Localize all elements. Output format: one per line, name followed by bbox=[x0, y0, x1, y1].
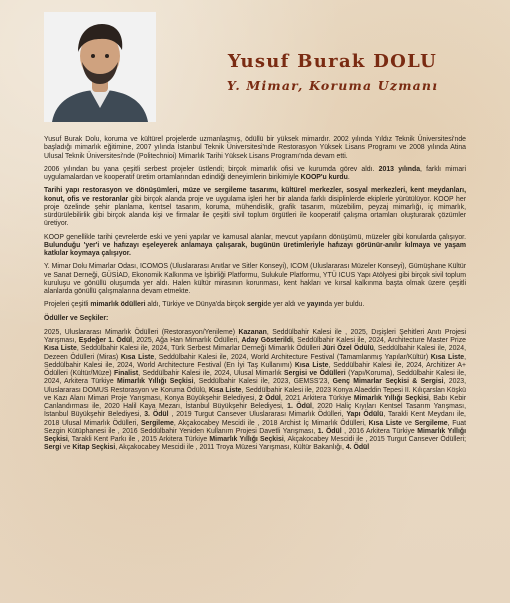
awards-text: 2025, Uluslararası Mimarlık Ödülleri (Restorasyon/Yenileme) Kazanan, Seddülbahir Kalesi ile , 2025, Dışişleri Şehitleri Anıtı Projesi Yarışması, Eşdeğer 1. Ödül, 2025, Ağa Han Mimarlık Ödülleri, Aday Gösterildi, Seddülbahir Kalesi ile, 2024, Architecture Master Prize Kısa Liste, Seddülbahir Kalesi ile, 2024, Türk Serbest Mimarlar Derneği Mimarlık Ödülleri Jüri Özel Ödülü, Seddülbahir Kalesi ile, 2024, Dezeen Ödülleri (Miras) Kısa Liste, Seddülbahir Kalesi ile, 2024, World Architecture Festival (Tamamlanmış Yapılar/Kültür) Kısa Liste, Seddülbahir Kalesi ile, 2024, World Architecture Festival (En İyi Taş Kullanımı) Kısa Liste, Seddülbahir Kalesi ile, 2024, Architizer A+ Ödülleri (Kültür/Müze) Finalist, Seddülbahir Kalesi ile, 2024, Ulusal Mimarlık Sergisi ve Ödülleri (Yapı/Koruma), Seddülbahir Kalesi ile, 2024, Arkitera Türkiye Mimarlık Yıllığı Seçkisi, Seddülbahir Kalesi ile, 2023, GEMSS'23, Genç Mimarlar Seçkisi & Sergisi, 2023, Uluslararası DOMUS Restorasyon ve Koruma Ödülü, Kısa Liste, Seddülbahir Kalesi ile, 2023 Konya Alaeddin Tepesi II. Kılıçarslan Köşkü ve Kazı Alanı Mimari Proje Yarışması, Konya Büyükşehir Belediyesi, 2 Ödül, 2021 Arkitera Türkiye Mimarlık Yıllığı Seçkisi, Babı Kebir Canlandırması ile, 2020 Halil Kaya Mezarı, İstanbul Büyükşehir Belediyesi, 1. Ödül, 2020 Haliç Kıyıları Kentsel Tasarım Yarışması, İstanbul Büyükşehir Belediyesi, 3. Ödül , 2019 Turgut Cansever Uluslararası Mimarlık Ödülleri, Yapı Ödülü, Tarakli Kent Meydanı ile, 2018 Ulusal Mimarlık Ödülleri, Sergileme, Akçakocabey Mescidi ile , 2018 Archist İç Mimarlık Ödülleri, Kısa Liste ve Sergileme, Fuat Sezgin Kütüphanesi ile , 2016 Seddülbahir Yeniden Kullanım Projesi Davetli Yarışması, 1. Ödül , 2016 Arkitera Türkiye Mimarlık Yıllığı Seçkisi, Tarakli Kent Parkı ile , 2015 Arkitera Türkiye Mimarlık Yıllığı Seçkisi, Akçakocabey Mescidi ile , 2015 Turgut Cansever Ödülleri; Sergi ve Kitap Seçkisi, Akçakocabey Mescidi ile , 2011 Troya Müzesi Yarışması, Kültür Bakanlığı, 4. Ödül bbox=[44, 328, 467, 452]
awards-heading: Ödüller ve Seçkiler: bbox=[44, 314, 109, 322]
biography-content bbox=[44, 136, 466, 458]
bio-paragraph-5: Y. Mimar Dolu Mimarlar Odası, ICOMOS (Uluslararası Anıtlar ve Sitler Konseyi), ICOM (Uluslararası Müzeler Konseyi), Gümüşhane Kültür ve Sanat Derneği, GÜSİAD, Ekonomik Kalkınma ve İşbirliği Platformu, Sulukule Platformu, YTÜ ICUS Yapı Atölyesi gibi birçok sivil toplum kuruluşu ve gönüllü oluşumda yer aldı. Halen kültür mirasının korunması, kent hakları ve kırsal kalkınma başta olmak üzere çeşitli alanlarda gönüllü çalışmalarına devam etmekte. bbox=[44, 263, 466, 295]
person-title: Y. Mimar, Koruma Uzmanı bbox=[226, 78, 439, 93]
bio-paragraph-4: KOOP genellikle tarihi çevrelerde eski ve yeni yapılar ve kamusal alanlar, mevcut yapıların dönüşümü, müzeler gibi konularda çalışıyor. Bulunduğu 'yer'i ve hafızayı eşeleyerek anlamaya çalışarak, bugünün üretimleriyle hafızayı görünür-anılır kılmaya ve yaşam katkılar koymaya çalışıyor. bbox=[44, 233, 466, 257]
bio-paragraph-6: Projeleri çeşitli mimarlık ödülleri aldı, Türkiye ve Dünya'da birçok sergide yer aldı ve yayında yer buldu. bbox=[44, 301, 365, 309]
bio-paragraph-2: 2006 yılından bu yana çeşitli serbest projeler üstlendi; birçok mimarlık ofisi ve kurumda görev aldı. 2013 yılında, farklı mimari uygulamalardan ve kooperatif üretim ortamlarından edindiği deneyimlerin birikimiyle KOOP'u kurdu. bbox=[44, 165, 466, 181]
bio-paragraph-1: Yusuf Burak Dolu, koruma ve kültürel projelerde uzmanlaşmış, ödüllü bir yüksek mimardır. 2002 yılında Yıldız Teknik Üniversitesi'nde başladığı mimarlık eğitimine, 2007 yılında İstanbul Teknik Üniversitesi'nde Restorasyon Yüksek Lisans Programı ve 2008 yılında Atina Ulusal Teknik Üniversitesi'nde (Politechnioi) Mimarlık Tarihi Yüksek Lisans Programı'nda devam etti. bbox=[44, 136, 466, 160]
bio-paragraph-3: Tarihi yapı restorasyon ve dönüşümleri, müze ve sergileme tasarımı, kültürel merkezler, sosyal merkezleri, kent meydanları, konut, ofis ve restoranlar gibi birçok alanda proje ve uygulama işleri her bir alanda farklı disiplinlerde ekiplerle yürütülüyor. KOOP her proje özelinde şehir planlama, kentsel tasarım, koruma, mühendislik, grafik tasarım, müzebilim, peyzaj mimarlığı, iç mimarlık, sürdürülebilirlik gibi birçok alanda kişi ve firmalar ile çeşitli sivil toplum örgütleri ile kooperatif çalışma ortamları oluşturarak çözümler üretiyor. bbox=[44, 187, 466, 228]
header bbox=[0, 0, 510, 122]
person-name: Yusuf Burak DOLU bbox=[227, 51, 438, 72]
